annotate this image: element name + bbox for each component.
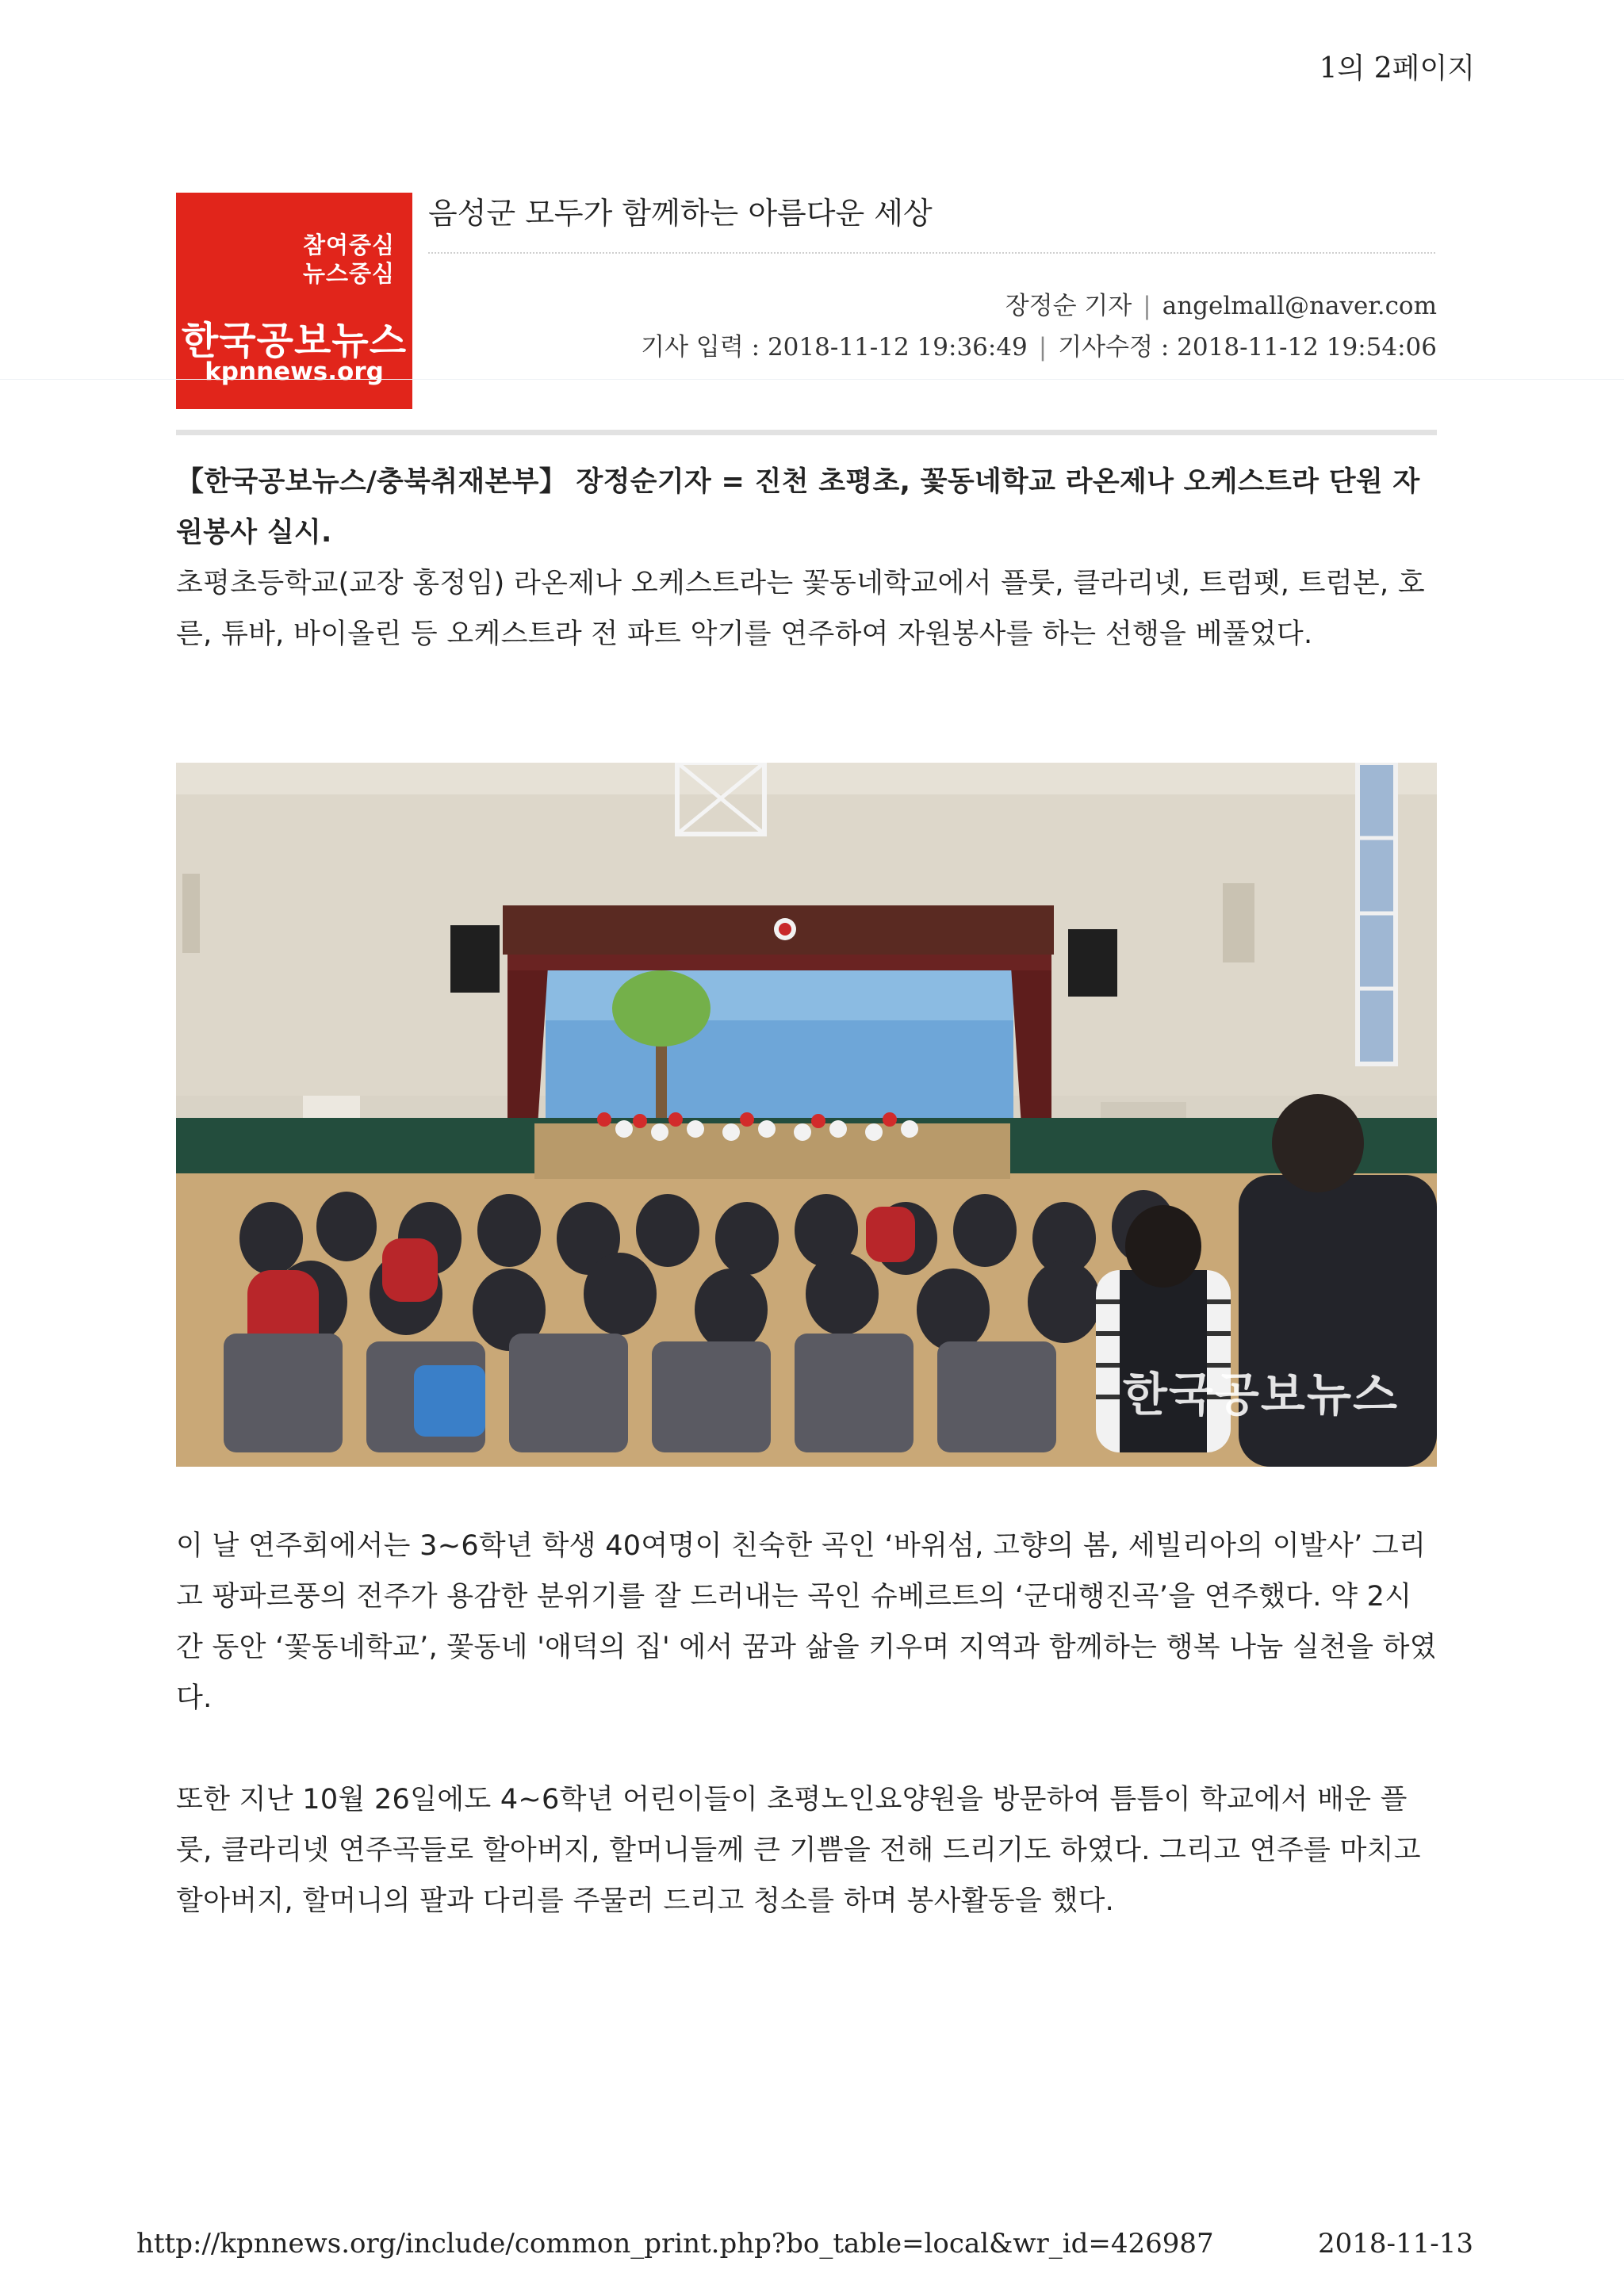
- modified-time: 기사수정 : 2018-11-12 19:54:06: [1058, 333, 1437, 362]
- article-timestamps: [641, 327, 1437, 362]
- reporter-name: 장정순 기자: [1005, 292, 1132, 320]
- published-time: 기사 입력 : 2018-11-12 19:36:49: [641, 333, 1028, 362]
- paragraph-1-text: 초평초등학교(교장 홍정임) 라온제나 오케스트라는 꽃동네학교에서 플룻, 클라리넷, 트럼펫, 트럼본, 호른, 튜바, 바이올린 등 오케스트라 전 파트 악기를 연주하여 자원봉사를 하는 선행을 베풀었다.: [176, 568, 1425, 650]
- page-counter: 1의 2페이지: [1319, 52, 1475, 85]
- byline-separator: |: [1143, 292, 1151, 320]
- headline-divider: [428, 252, 1435, 254]
- logo-slogan-line1: 참여중심: [302, 232, 395, 258]
- timestamp-separator: |: [1038, 333, 1048, 362]
- paragraph-2-text: 이 날 연주회에서는 3~6학년 학생 40여명이 친숙한 곡인 ‘바위섬, 고향의 봄, 세빌리아의 이발사’ 그리고 팡파르풍의 전주가 용감한 분위기를 잘 드러내는 곡인 슈베르트의 ‘군대행진곡’을 연주했다. 약 2시간 동안 ‘꽃동네학교’, 꽃동네 '애덕의 집' 에서 꿈과 삶을 키우며 지역과 함께하는 행복 나눔 실천을 하였다.: [176, 1530, 1437, 1714]
- print-date: 2018-11-13: [1317, 2228, 1473, 2260]
- article-paragraph-3: [176, 1774, 1437, 1927]
- article-paragraph-1: [176, 558, 1437, 660]
- article-headline: 음성군 모두가 함께하는 아름다운 세상: [428, 196, 933, 231]
- logo-slogan-line2: 뉴스중심: [302, 260, 395, 287]
- photo-watermark: 한국공보뉴스: [1122, 1368, 1399, 1422]
- article-paragraph-2: [176, 1521, 1437, 1724]
- header-rule: [0, 379, 1624, 380]
- reporter-email: angelmall@naver.com: [1162, 292, 1437, 320]
- lead-dateline-tag: 【한국공보뉴스/충북취재본부】: [176, 466, 568, 498]
- lead-text: 장정순기자 = 진천 초평초, 꽃동네학교 라온제나 오케스트라 단원 자원봉사 실시.: [176, 466, 1420, 549]
- concert-photo: [176, 763, 1437, 1467]
- logo-slogan: [303, 231, 395, 288]
- logo-domain: kpnnews.org: [205, 358, 384, 386]
- article-lead: [176, 457, 1437, 558]
- paragraph-3-text: 또한 지난 10월 26일에도 4~6학년 어린이들이 초평노인요양원을 방문하여 틈틈이 학교에서 배운 플룻, 클라리넷 연주곡들로 할아버지, 할머니들께 큰 기쁨을 전해 드리기도 하였다. 그리고 연주를 마치고 할아버지, 할머니의 팔과 다리를 주물러 드리고 청소를 하며 봉사활동을 했다.: [176, 1784, 1421, 1917]
- byline: [1005, 285, 1437, 321]
- logo-brand-name: 한국공보뉴스: [181, 319, 408, 363]
- kpnnews-logo: [176, 193, 412, 409]
- print-url: http://kpnnews.org/include/common_print.php?bo_table=local&wr_id=426987: [136, 2228, 1214, 2260]
- content-divider: [176, 430, 1437, 435]
